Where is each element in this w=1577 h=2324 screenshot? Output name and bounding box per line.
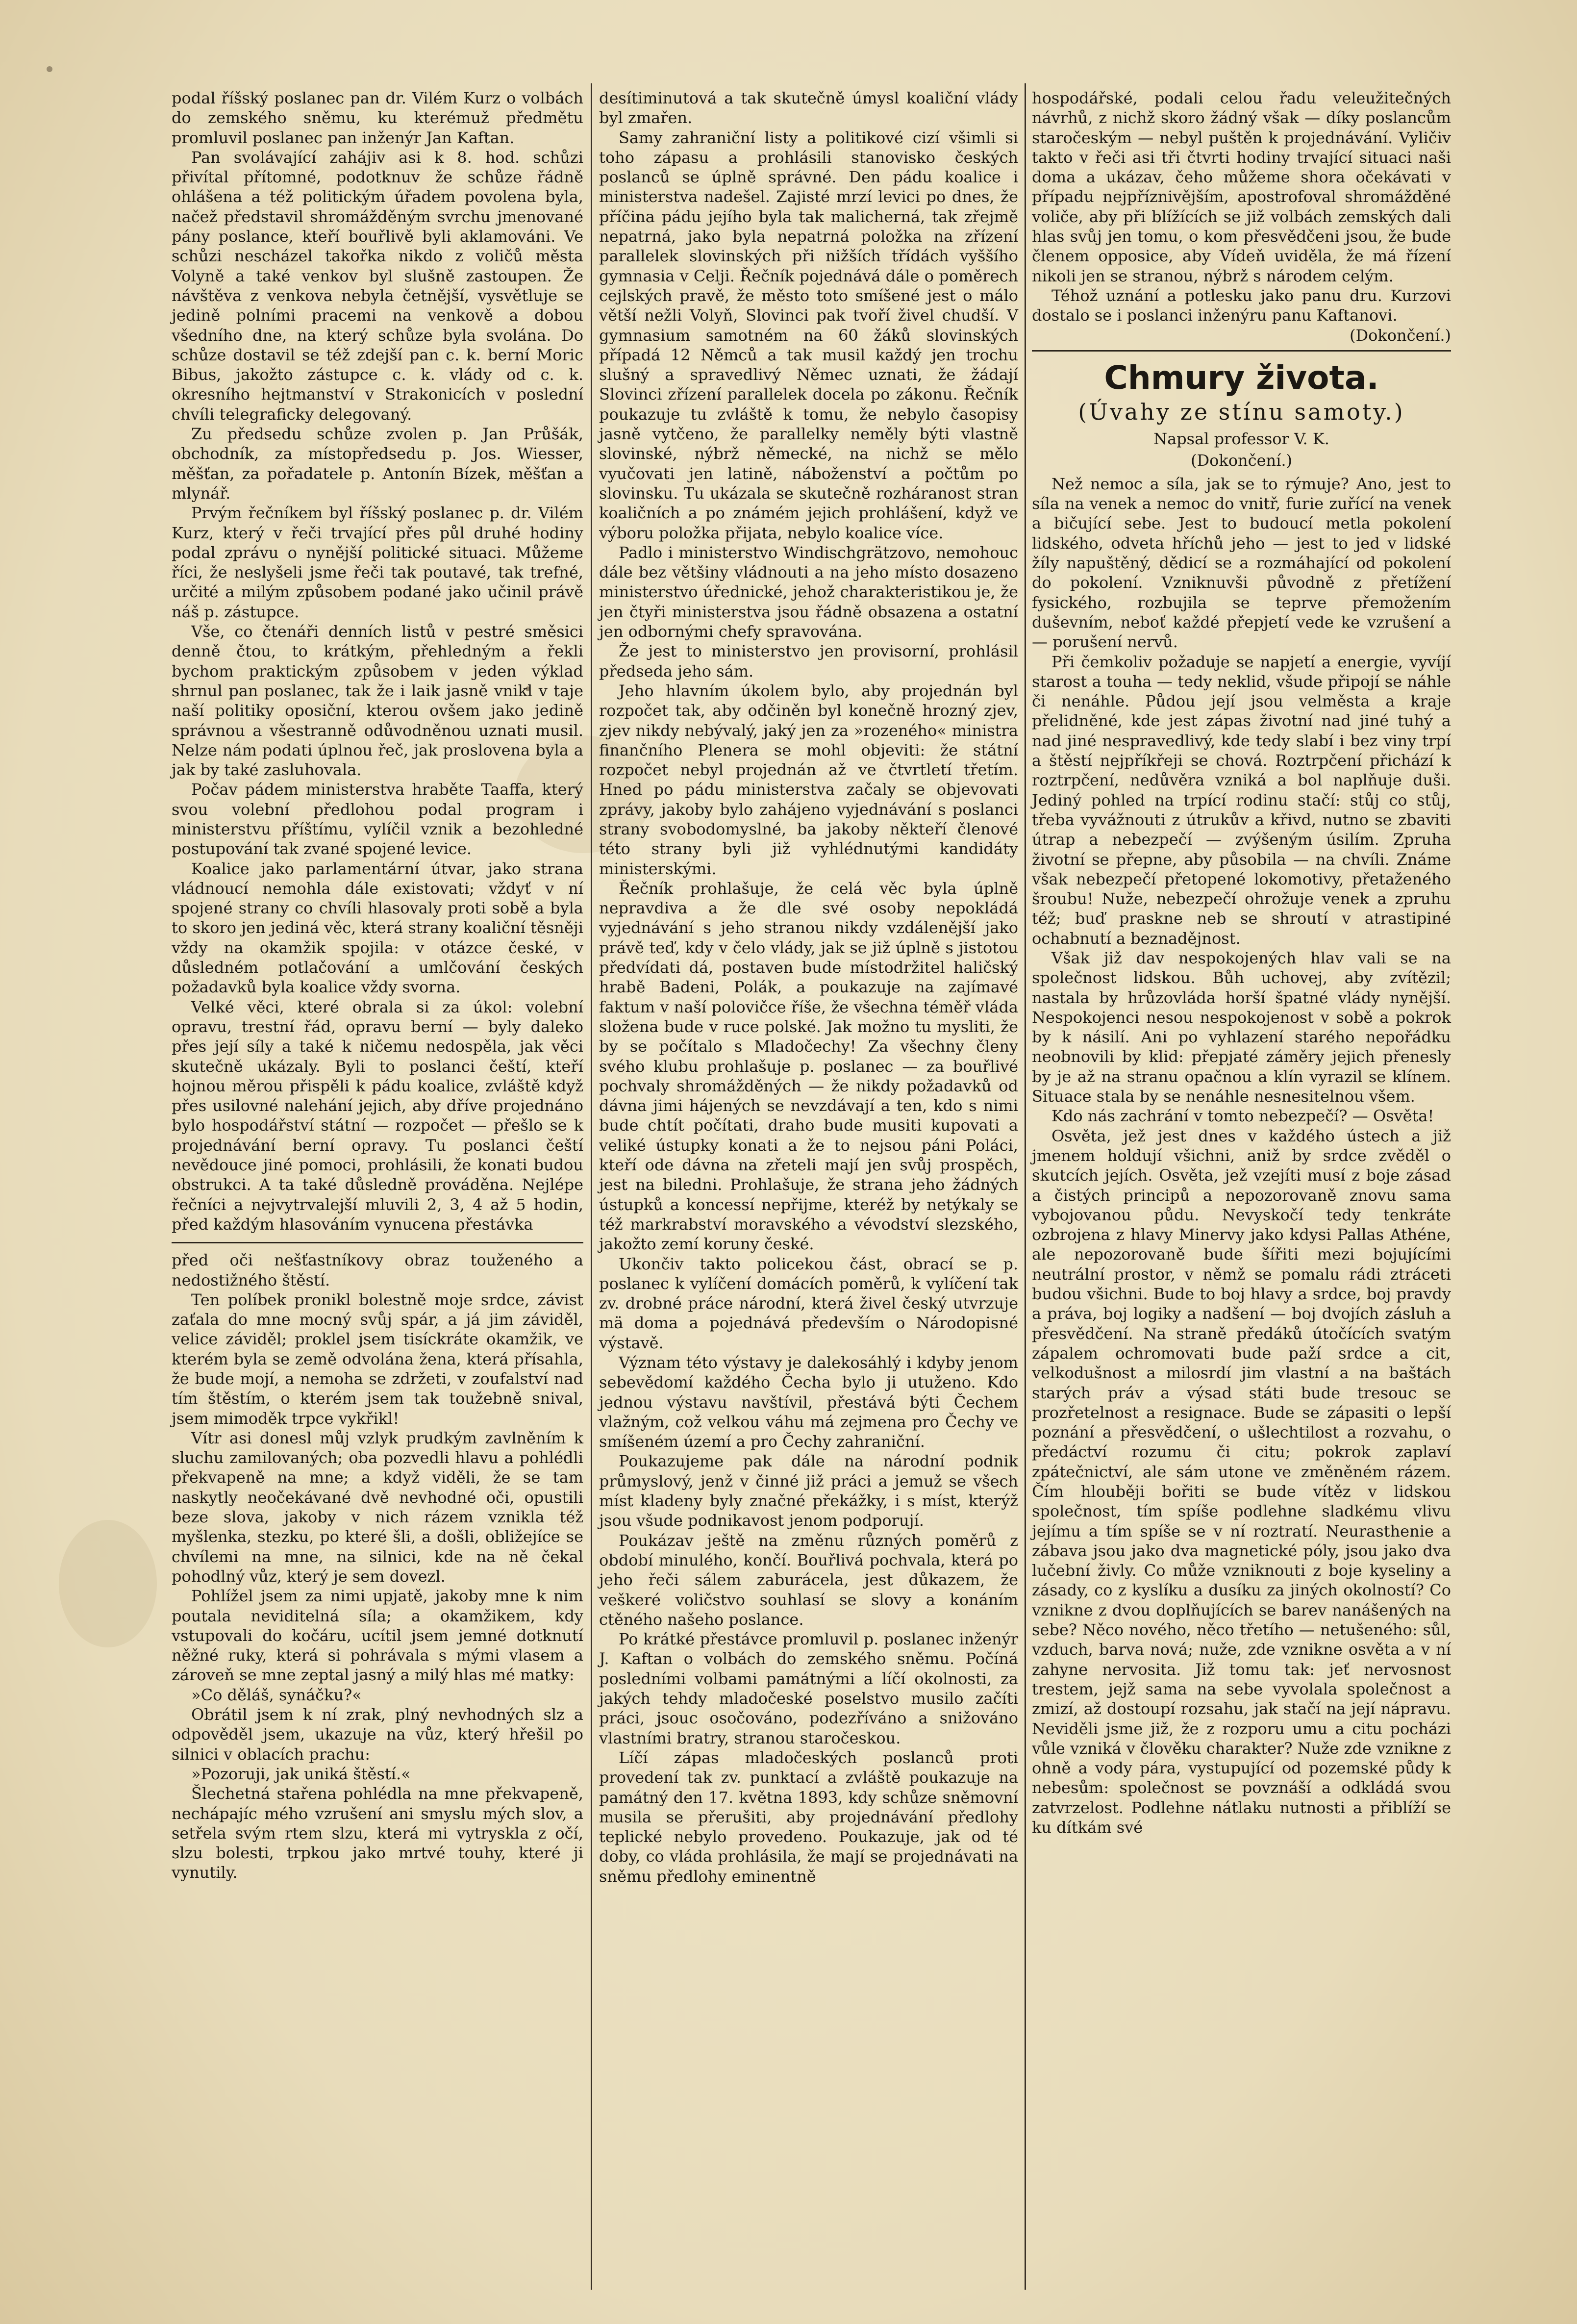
paragraph: Že jest to ministerstvo jen provisorní, prohlásil předseda jeho sám.	[599, 642, 1018, 681]
continued-note: (Dokončení.)	[1349, 326, 1451, 345]
paragraph: Zu předsedu schůze zvolen p. Jan Průšák, obchodník, za místopředsedu p. Jos. Wiesser, měšťan, za pořadatele p. Antonín Bízek, měšťan a mlynář.	[172, 425, 583, 503]
paragraph: Význam této výstavy je dalekosáhlý i kdyby jenom sebevědomí každého Čecha bylo ji utuženo. Kdo jednou výstavu navštívil, přestává býti Čechem vlažným, což velkou váhu má zejmena pro Čechy ve smíšeném území a pro Čechy zahraniční.	[599, 1353, 1018, 1451]
paragraph: hospodářské, podali celou řadu veleužitečných návrhů, z nichž skoro žádný však — díky poslancům staročeským — nebyl puštěn k projednávání. Vyličiv takto v řeči asi tři čtvrti hodiny trvající situaci naši doma a ukázav, čeho můžeme shora očekávati v případu nejpříznivějším, apostrofoval shromážděné voliče, aby při blížících se již volbách zemských dali hlas svůj jen tomu, o kom přesvědčeni jsou, že bude členem opposice, aby Vídeň uviděla, že má řízení nikoli jen se stranou, nýbrž s národem celým.	[1032, 89, 1451, 285]
section-rule	[172, 1242, 583, 1243]
paragraph: Padlo i ministerstvo Windischgrätzovo, nemohouc dále bez většiny vládnouti a na jeho místo dosazeno ministerstvo úřednické, jehož charakteristikou je, že jen čtyři ministerstva jsou řádně obsazena a ostatní jen odbornými chefy spravována.	[599, 543, 1018, 641]
paragraph: Osvěta, jež jest dnes v každého ústech a již jmenem holdují všichni, aniž by srdce zvěděl o skutcích jejích. Osvěta, jež vzejíti musí z boje zásad a čistých principů a nepozorovaně znovu sama vybojovanou půdu. Nevyskočí tedy tenkráte ozbrojena z hlavy Minervy jako kdysi Pallas Athéne, ale nepozorovaně bude šířiti mezi bojujícími neutrální prostor, v němž se pomalu rádi ztráceti budou všichni. Bude to boj hlavy a srdce, boj pravdy a práva, boj logiky a nadšení — boj dvojích zásluh a přesvědčení. Na straně předáků útočících svatým zápalem ochromovati bude paží srdce a cit, velkodušnost a milosrdí jim vlastní a na baštách starých práv a výsad státi bude tresouc se prozřetelnost a resignace. Bude se zápasiti o lepší poznání a přesvědčení, o ušlechtilost a rozvahu, o předáctví rozumu či citu; pokrok zaplaví zpátečnictví, ale sám utone ve změněném rázem. Čím hlouběji bořiti se bude vítěz v lidskou společnost, tím spíše podlehne sladkému vlivu jejímu a tím spíše se v ní roztratí. Neurasthenie a zábava jsou jako dva magnetické póly, jsou jako dva lučební živly. Co může vzniknouti z boje kyseliny a zásady, co z kyslíku a dusíku za jiných okolností? Co vznikne z dvou doplňujících se barev nanášených na sebe? Něco nového, něco třetího — netušeného: sůl, vzduch, barva nová; nuže, zde vznikne osvěta a v ní zahyne nervosita. Již tomu tak: jeť nervosnost trestem, jejž sama na sebe vyvolala společnost a zmizí, až dostoupí rozsahu, jak stačí na její nápravu. Neviděli jsme již, že z rozporu umu a citu pocházi vůle vzniká v člověku charakter? Nuže zde vznikne z ohně a vody pára, vystupující od pozemské půdy k nebesům: společnost se povznáší a odkládá svou zatvrzelost. Podlehne nátlaku nutnosti a přiblíží se ku dítkám své	[1032, 1126, 1451, 1837]
page-spot	[47, 66, 52, 72]
column-divider	[1025, 83, 1026, 2290]
article-author: Napsal professor V. K.	[1153, 429, 1329, 448]
paragraph: Prvým řečníkem byl říšský poslanec p. dr. Vilém Kurz, který v řeči trvající přes půl druhé hodiny podal zprávu o nynější politické situaci. Můžeme říci, že neslyšeli jsme řeči tak poutavé, tak trefné, určité a milým způsobem podané jako učinil právě náš p. zástupce.	[172, 504, 583, 621]
paragraph: Vše, co čtenáři denních listů v pestré směsici denně čtou, to krátkým, přehledným a řekli bychom praktickým způsobem v jeden výklad shrnul pan poslanec, tak že i laik jasně vnikl v taje naší politiky oposiční, kterou ovšem jako jedině správnou a všestranně odůvodněnou uznati musil. Nelze nám podati úplnou řeč, jak proslovena byla a jak by také zasluhovala.	[172, 622, 583, 780]
article-volby-continued	[172, 88, 583, 1234]
paragraph: desítiminutová a tak skutečně úmysl koaliční vlády byl zmařen.	[599, 89, 1018, 127]
paragraph: Počav pádem ministerstva hraběte Taaffa, který svou volební předlohou podal program i ministerstvu příštímu, vylíčil vznik a bezohledné postupování tak zvané spojené levice.	[172, 780, 583, 859]
paragraph: Poukázav ještě na změnu různých poměrů z období minulého, končí. Bouřlivá pochvala, která po jeho řeči sálem zaburácela, jest důkazem, že veškeré voličstvo souhlasí se slovy a konáním ctěného našeho poslance.	[599, 1531, 1018, 1629]
paragraph: Téhož uznání a potlesku jako panu dru. Kurzovi dostalo se i poslanci inženýru panu Kaftanovi.	[1032, 286, 1451, 325]
feuilleton-header	[1032, 358, 1451, 471]
paragraph: Vítr asi donesl můj vzlyk prudkým zavlněním k sluchu zamilovaných; oba pozvedli hlavu a pohlédli překvapeně na mne; a když viděli, že se tam naskytly neočekávané dvě nevhodné oči, opustili beze slova, jakoby v nich rázem vznikla též myšlenka, stezku, po které šli, a došli, obližejíce se chvílemi na mne, na silnici, kde na ně čekal pohodlný vůz, který je sem dovezl.	[172, 1428, 583, 1586]
column-2	[599, 88, 1018, 1886]
paragraph: »Co děláš, synáčku?«	[191, 1685, 362, 1704]
paragraph: Kdo nás zachrání v tomto nebezpečí? — Osvěta!	[1051, 1107, 1434, 1126]
feuilleton-continued	[172, 1250, 583, 1883]
paragraph: podal říšský poslanec pan dr. Vilém Kurz o volbách do zemského sněmu, ku kterémuž předmětu promluvil poslanec pan inženýr Jan Kaftan.	[172, 89, 583, 147]
paragraph: Než nemoc a síla, jak se to rýmuje? Ano, jest to síla na venek a nemoc do vnitř, furie zuřící na venek a bičující sebe. Jest to budoucí metla pokolení lidského, odveta hříchů jeho — jest to jed v lidské žíly napuštěný, dědicí se a rozmáhající od pokolení do pokolení. Vzniknuvši původně z přetížení fysického, rozbujila se teprve přemožením duševním, neboť každé přepjetí vede ke vzrušení a — porušení nervů.	[1032, 474, 1451, 652]
paragraph: Líčí zápas mladočeských poslanců proti provedení tak zv. punktací a zvláště poukazuje na památný den 17. května 1893, kdy schůze sněmovní musila se přerušiti, aby projednávání předlohy teplické nebylo provedeno. Poukazuje, jak od té doby, co vláda prohlásila, že mají se projednávati na sněmu předlohy eminentně	[599, 1748, 1018, 1886]
paragraph: Ukončiv takto policekou část, obrací se p. poslanec k vylíčení domácích poměrů, k vylíčení tak zv. drobné práce národní, která živel český utvrzuje mä doma a pojednává především o Národopisné výstavě.	[599, 1254, 1018, 1352]
article-subtitle: (Úvahy ze stínu samoty.)	[1078, 398, 1405, 425]
paper-stain	[59, 1520, 157, 1647]
article-title: Chmury života.	[1104, 358, 1379, 397]
paragraph: Poukazujeme pak dále na národní podnik průmyslový, jenž v činné již práci a jemuž se všech míst kladeny byly značné překážky, i s míst, kterýž jsou všude podnikavost jenom podporují.	[599, 1452, 1018, 1530]
paragraph: Pohlížel jsem za nimi upjatě, jakoby mne k nim poutala neviditelná síla; a okamžikem, kdy vstupovali do kočáru, ucítil jsem jemné dotknutí něžné ruky, která si pohrávala s mými vlasem a zároveň se mne zeptal jasný a milý hlas mé matky:	[172, 1587, 583, 1685]
paragraph: Po krátké přestávce promluvil p. poslanec inženýr J. Kaftan o volbách do zemského sněmu. Počíná posledními volbami památnými a líčí okolnosti, za jakých tehdy mladočeské poselstvo musilo začíti práci, jsouc osočováno, podezříváno a snižováno vlastními bratry, stranou staročeskou.	[599, 1630, 1018, 1747]
paragraph: »Pozoruji, jak uniká štěstí.«	[191, 1764, 411, 1783]
paragraph: Však již dav nespokojených hlav vali se na společnost lidskou. Bůh uchovej, aby zvítězil; nastala by hrůzovláda horší špatné vlády nynější. Nespokojenci nesou nespokojenost v sobě a pokrok by k násilí. Ani po vyhlazení starého nepořádku neobnovili by klid: přepjaté záměry jejich přenesly by je až na stranu opačnou a klín vyrazil se klínem. Situace stala by se nenáhle nesnesitelnou všem.	[1032, 948, 1451, 1106]
paragraph: Jeho hlavním úkolem bylo, aby projednán byl rozpočet tak, aby odčiněn byl konečně hrozný zjev, zjev nikdy nebývalý, jaký jen za »rozeného« ministra finančního Plenera se mohl objeviti: že státní rozpočet nebyl projednán až ve čtvrtletí třetím. Hned po pádu ministerstva začaly se objevovati zprávy, jakoby bylo zahájeno vyjednávání s poslanci strany svobodomyslné, ba jakoby někteří členové této strany byli již vyhlédnutými kandidáty ministerskými.	[599, 681, 1018, 878]
paragraph: Ten políbek pronikl bolestně moje srdce, závist zaťala do mne mocný svůj spár, a já jim záviděl, velice záviděl; proklel jsem tisíckráte okamžik, ve kterém byla se země odvolána žena, která přísahla, že bude mojí, a nemoha se zdržeti, v zoufalství nad tím štěstím, o kterém jsem tak toužebně snival, jsem mimoděk trpce vykřikl!	[172, 1290, 583, 1428]
column-1	[172, 88, 583, 1883]
paragraph: Šlechetná stařena pohlédla na mne překvapeně, nechápajíc mého vzrušení ani smyslu mých slov, a setřela svým rtem slzu, která mi vytryskla z očí, slzu bolesti, trpkou jako mrtvé touhy, které ji vynutily.	[172, 1784, 583, 1882]
paragraph: Řečník prohlašuje, že celá věc byla úplně nepravdiva a že dle své osoby nepokládá vyjednávání s jeho stranou nikdy vzdálenější jako právě teď, kdy v čelo vlády, jak se již úplně s jistotou předvídati dá, postaven bude místodržitel haličský hrabě Badeni, Polák, a poukazuje na zajímavé faktum v naší polovičce říše, že všechna téměř vláda složena bude v ruce polské. Jak možno tu mysliti, že by se počítalo s Mladočechy! Za všechny členy svého klubu prohlašuje p. poslanec — za bouřlivé pochvaly shromážděných — že nikdy požadavků od dávna jimi hájených se nevzdávají a ten, kdo s nimi bude chtít počítati, draho bude musiti kupovati a veliké ústupky konati a že to nejsou páni Poláci, kteří ode dávna na zřeteli mají jen svůj prospěch, jest na biledni. Prohlašuje, že strana jeho žádných ústupků a koncessí nepřijme, kteréž by netýkaly se též markrabství moravského a vévodství slezského, jakožto zemí koruny české.	[599, 879, 1018, 1254]
continued-note: (Dokončení.)	[1190, 451, 1293, 470]
paragraph: Koalice jako parlamentární útvar, jako strana vládnoucí nemohla dále existovati; vždyť v ní spojené strany co chvíli hlasovaly proti sobě a byla to skoro jen jediná věc, která strany koaliční těsněji vždy na okamžik spojila: v otázce české, v důsledném potlačování a umlčování českých požadavků byla koalice vždy svorna.	[172, 859, 583, 997]
column-divider	[591, 83, 592, 2290]
paragraph: Velké věci, které obrala si za úkol: volební opravu, trestní řád, opravu berní — byly daleko přes její síly a také k ničemu nedospěla, jak věci skutečně ukázaly. Byli to poslanci čeští, kteří hojnou měrou přispěli k pádu koalice, zvláště když přes usilovné nalehání jejich, aby dříve projednáno bylo hospodářství státní — rozpočet — přešlo se k projednávání berní opravy. Tu poslanci čeští nevědouce jiné pomoci, prohlásili, že konati budou obstrukci. A ta také důsledně prováděna. Nejlépe řečníci a nejvytrvalejší mluvili 2, 3, 4 až 5 hodin, před každým hlasováním vynucena přestávka	[172, 997, 583, 1234]
paragraph: před oči nešťastníkovy obraz touženého a nedostižného štěstí.	[172, 1251, 583, 1289]
paragraph: Samy zahraniční listy a politikové cizí všimli si toho zápasu a prohlásili stanovisko českých poslanců se úplně správné. Den pádu koalice i ministerstva nadešel. Zajisté mrzí levici po dnes, že příčina pádu jejího byla tak malicherná, tak zřejmě nepatrná, jako byla nepatrná položka na zřízení parallelek slovinských při nižších třídách vyššího gymnasia v Celji. Řečník pojednává dále o poměrech cejlských pravě, že město toto smíšené jest o málo větší nežli Volyň, Slovinci pak tvoří živel chudší. V gymnasium samotném na 60 žáků slovinských případá 12 Němců a tak musil každý jen trochu slušný a spravedlivý Němec uznati, že žádají Slovinci zřízení parallelek docela po zákonu. Řečník poukazuje tu zvláště k tomu, že nebylo časopisy jasně vytčeno, že parallelky neměly býti vlastně slovinské, nýbrž německé, na nichž se mělo vyučovati jen latině, náboženství a počtům po slovinsku. Tu ukázala se skutečně rozháranost stran koaličních a po známém jejich prohlášení, když ve výboru položka přijata, nebylo koalice více.	[599, 128, 1018, 542]
paragraph: Obrátil jsem k ní zrak, plný nevhodných slz a odpověděl jsem, ukazuje na vůz, který hřešil po silnici v oblacích prachu:	[172, 1705, 583, 1764]
section-rule	[1032, 350, 1451, 352]
paragraph: Při čemkoliv požaduje se napjetí a energie, vyvíjí starost a touha — tedy neklid, všude připojí se náhle či nenáhle. Půdou její jsou velměsta a kraje přelidněné, kde jest zápas životní nad jiné tuhý a nad jiné nespravedlivý, kde tedy slabí i bez viny trpí a štěstí nejpříkřeji se chová. Roztrpčení přichází k roztrpčení, nedůvěra vzniká a bol naplňuje duši. Jediný pohled na trpící rodinu stačí: stůj co stůj, třeba vyvážnouti z útrukův a křivd, nutno se zbaviti útrap a nebezpečí — zvýšeným úsilím. Zpruha životní se přepne, aby působila — na chvíli. Známe však nebezpečí přetopené lokomotivy, přetaženého šroubu! Nuže, nebezpečí ohrožuje venek a zpruhu též; buď praskne neb se shroutí v atrastipiné ochabnutí a beznadějnost.	[1032, 652, 1451, 948]
paragraph: Pan svolávající zahájiv asi k 8. hod. schůzi přivítal přítomné, podotknuv že schůze řádně ohlášena a též politickým úřadem povolena byla, načež představil shromážděným svrchu jmenované pány poslance, kteří bouřlivě byli aklamováni. Ve schůzi nescházel takořka nikdo z voličů města Volyně a také venkov byl slušně zastoupen. Že návštěva z venkova nebyla četnější, vysvětluje se jedině polními pracemi na venkově a dobou všedního dne, na který schůze byla svolána. Do schůze dostavil se též zdejší pan c. k. berní Moric Bibus, jakožto zástupce c. k. vlády od c. k. okresního hejtmanství v Strakonicích v poslední chvíli telegraficky delegovaný.	[172, 148, 583, 424]
column-3	[1032, 88, 1451, 1837]
